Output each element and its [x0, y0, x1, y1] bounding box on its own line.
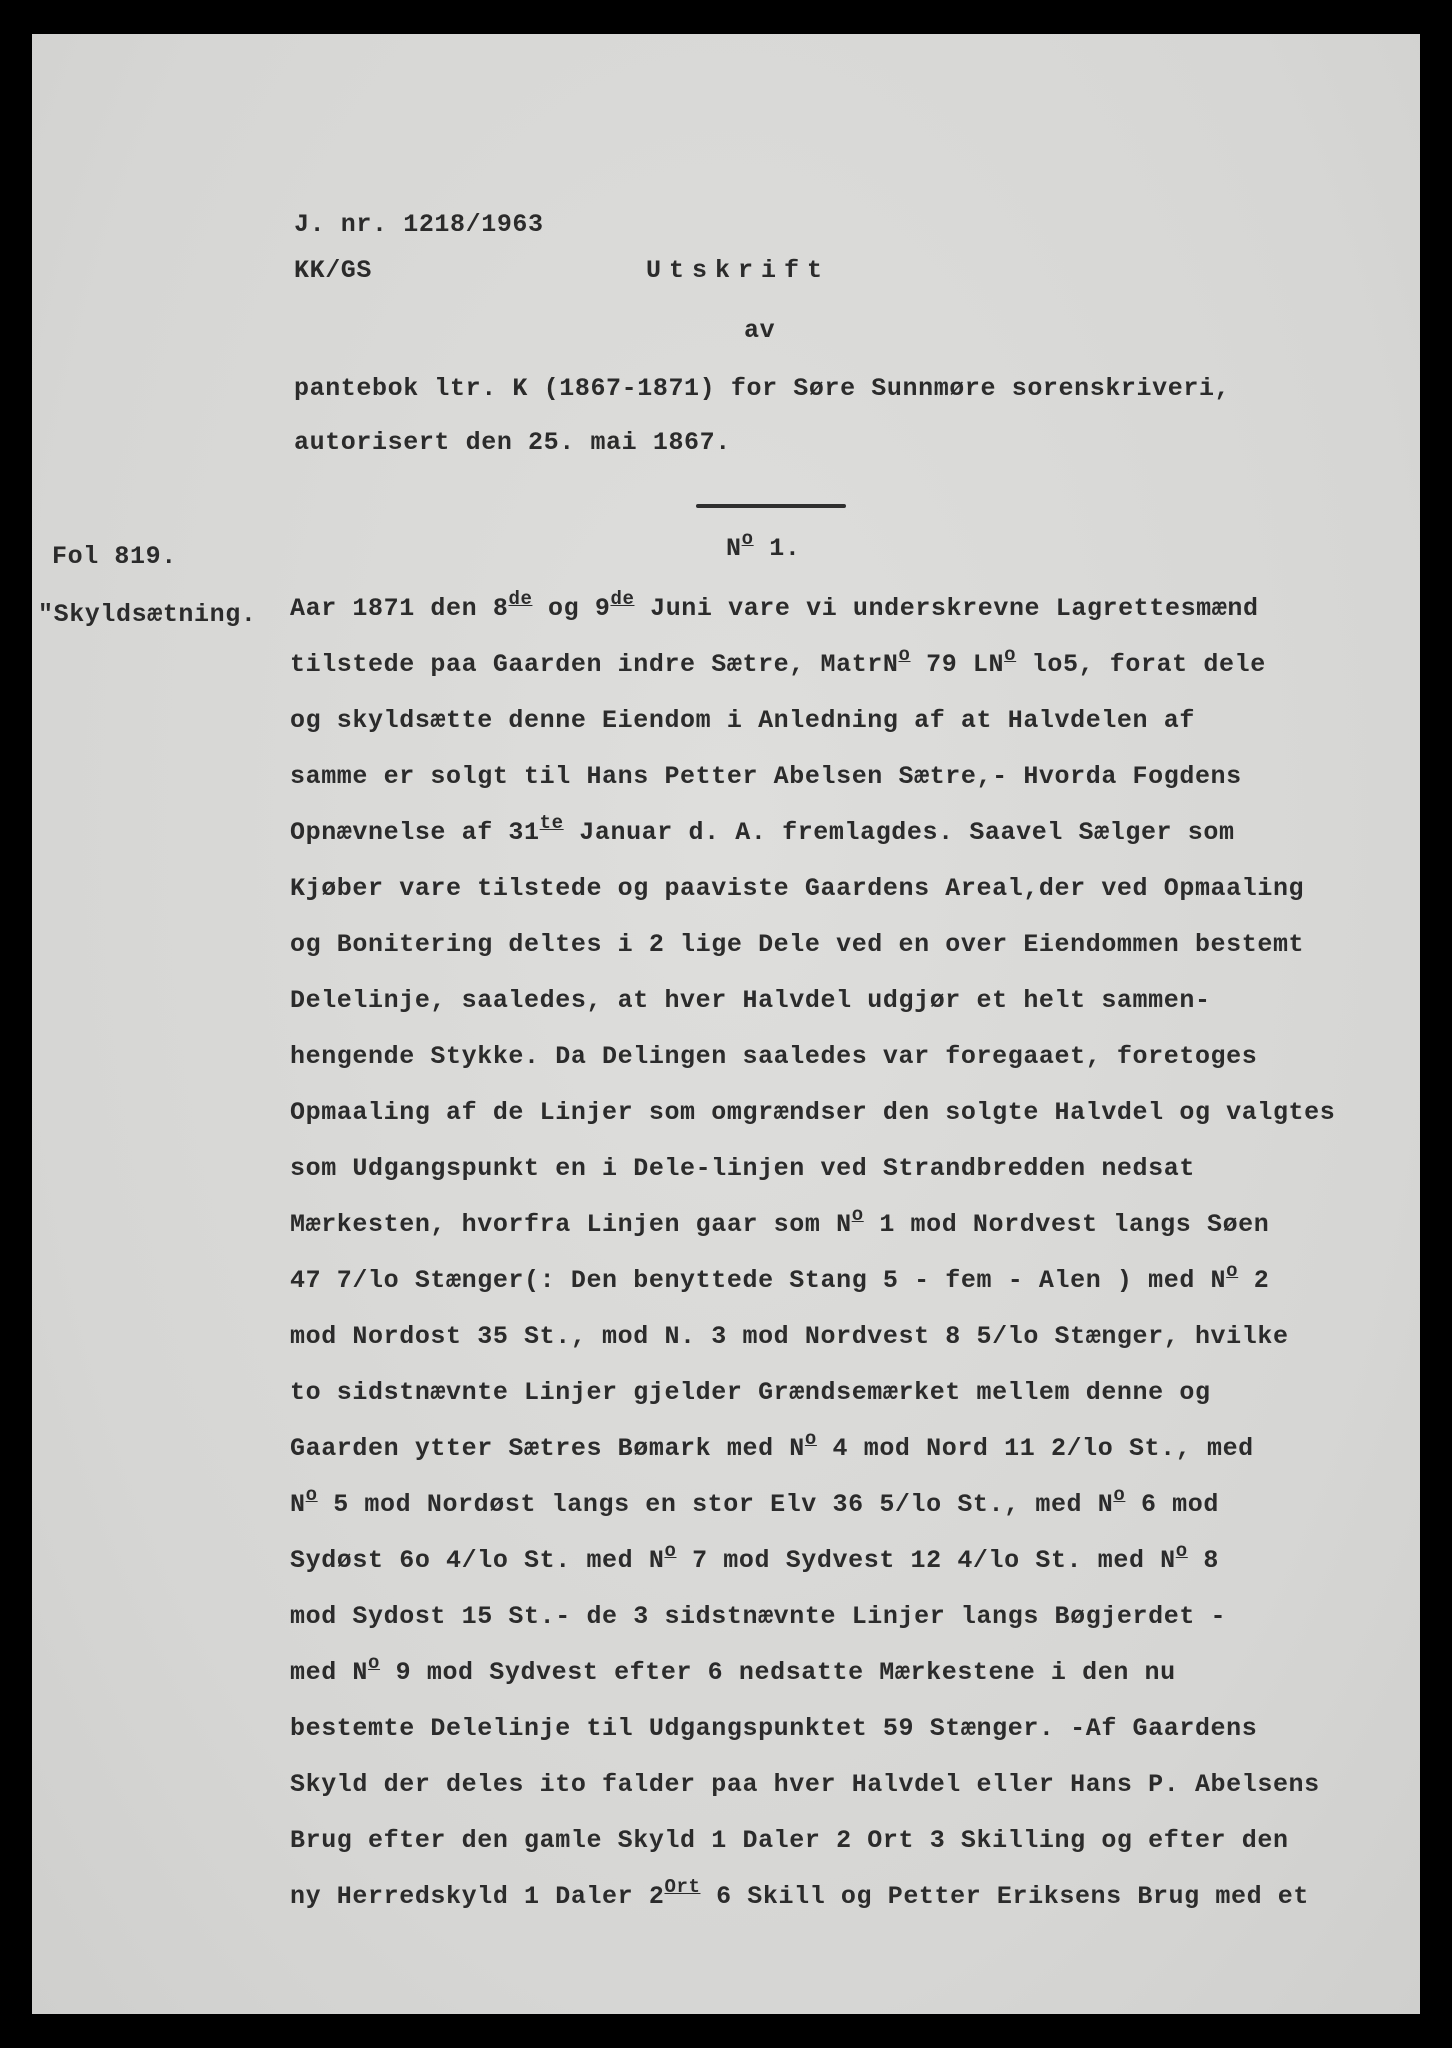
journal-number: J. nr. 1218/1963: [294, 210, 544, 239]
superscript: Ort: [664, 1876, 701, 1898]
body-line-19: mod Sydost 15 St.- de 3 sidstnævnte Linjer langs Bøgjerdet -: [290, 1602, 1227, 1631]
superscript: de: [508, 588, 533, 610]
superscript: o: [305, 1484, 318, 1506]
text-segment: 7 mod Sydvest 12 4/lo St. med N: [676, 1546, 1176, 1575]
body-line-21: bestemte Delelinje til Udgangspunktet 59 Stænger. -Af Gaardens: [290, 1714, 1258, 1743]
text-segment: 1 mod Nordvest langs Søen: [863, 1210, 1270, 1239]
text-segment: 6 mod: [1125, 1490, 1219, 1519]
text-segment: 47 7/lo Stænger(: Den benyttede Stang 5 - fem - Alen ) med N: [290, 1266, 1227, 1295]
superscript: o: [1226, 1260, 1239, 1282]
margin-subject: "Skyldsætning.: [38, 600, 257, 629]
text-segment: Mærkesten, hvorfra Linjen gaar som N: [290, 1210, 852, 1239]
superscript: te: [539, 812, 564, 834]
body-line-17: [290, 1484, 1219, 1519]
text-segment: tilstede paa Gaarden indre Sætre, MatrN: [290, 650, 899, 679]
body-line-22: Skyld der deles ito falder paa hver Halvdel eller Hans P. Abelsens: [290, 1770, 1320, 1799]
text-segment: Opnævnelse af 31: [290, 818, 540, 847]
document-page: [32, 34, 1420, 2014]
superscript: o: [368, 1652, 381, 1674]
body-line-6: Kjøber vare tilstede og paaviste Gaardens Areal,der ved Opmaaling: [290, 874, 1305, 903]
text-segment: Sydøst 6o 4/lo St. med N: [290, 1546, 665, 1575]
superscript: o: [1175, 1540, 1188, 1562]
body-line-11: som Udgangspunkt en i Dele-linjen ved Strandbredden nedsat: [290, 1154, 1195, 1183]
text-segment: 4 mod Nord 11 2/lo St., med: [816, 1434, 1254, 1463]
text-segment: 5 mod Nordøst langs en stor Elv 36 5/lo St., med N: [317, 1490, 1114, 1519]
entry-number-sup: o: [741, 528, 754, 550]
text-segment: 9 mod Sydvest efter 6 nedsatte Mærkestene i den nu: [380, 1658, 1176, 1687]
body-line-14: mod Nordost 35 St., mod N. 3 mod Nordvest 8 5/lo Stænger, hvilke: [290, 1322, 1289, 1351]
entry-number: [726, 528, 801, 563]
text-segment: ny Herredskyld 1 Daler 2: [290, 1882, 665, 1911]
text-segment: og 9: [532, 594, 611, 623]
text-segment: Aar 1871 den 8: [290, 594, 509, 623]
text-segment: lo5, forat dele: [1016, 650, 1266, 679]
body-line-4: samme er solgt til Hans Petter Abelsen Sætre,- Hvorda Fogdens: [290, 762, 1242, 791]
body-line-3: og skyldsætte denne Eiendom i Anledning af at Halvdelen af: [290, 706, 1195, 735]
title-av: av: [744, 316, 776, 345]
superscript: o: [804, 1428, 817, 1450]
text-segment: Gaarden ytter Sætres Bømark med N: [290, 1434, 805, 1463]
margin-folio: Fol 819.: [52, 542, 177, 571]
section-divider: [696, 504, 846, 508]
text-segment: 8: [1187, 1546, 1219, 1575]
superscript: o: [898, 644, 911, 666]
body-line-7: og Bonitering deltes i 2 lige Dele ved en over Eiendommen bestemt: [290, 930, 1305, 959]
text-segment: Januar d. A. fremlagdes. Saavel Sælger som: [563, 818, 1235, 847]
document-title: Utskrift: [646, 256, 831, 285]
initials: KK/GS: [294, 256, 373, 285]
body-line-12: [290, 1204, 1270, 1239]
text-segment: 6 Skill og Petter Eriksens Brug med et: [700, 1882, 1309, 1911]
superscript: o: [1004, 644, 1017, 666]
body-line-15: to sidstnævnte Linjer gjelder Grændsemærket mellem denne og: [290, 1378, 1211, 1407]
body-line-13: [290, 1260, 1270, 1295]
body-line-9: hengende Stykke. Da Delingen saaledes var foregaaet, foretoges: [290, 1042, 1258, 1071]
body-line-2: [290, 644, 1266, 679]
source-line-2: autorisert den 25. mai 1867.: [294, 428, 731, 457]
body-line-24: [290, 1876, 1309, 1911]
text-segment: Juni vare vi underskrevne Lagrettesmænd: [634, 594, 1259, 623]
body-line-5: [290, 812, 1235, 847]
superscript: o: [1113, 1484, 1126, 1506]
body-line-23: Brug efter den gamle Skyld 1 Daler 2 Ort 3 Skilling og efter den: [290, 1826, 1289, 1855]
body-line-10: Opmaaling af de Linjer som omgrændser den solgte Halvdel og valgtes: [290, 1098, 1336, 1127]
entry-number-prefix: N: [726, 534, 742, 563]
source-line-1: pantebok ltr. K (1867-1871) for Søre Sunnmøre sorenskriveri,: [294, 374, 1231, 403]
body-line-8: Delelinje, saaledes, at hver Halvdel udgjør et helt sammen-: [290, 986, 1211, 1015]
body-line-18: [290, 1540, 1219, 1575]
body-line-20: [290, 1652, 1176, 1687]
text-segment: N: [290, 1490, 306, 1519]
body-line-1: [290, 588, 1259, 623]
superscript: o: [664, 1540, 677, 1562]
text-segment: 79 LN: [910, 650, 1005, 679]
superscript: o: [851, 1204, 864, 1226]
superscript: de: [610, 588, 635, 610]
text-segment: med N: [290, 1658, 369, 1687]
entry-number-value: 1.: [769, 534, 801, 563]
text-segment: 2: [1238, 1266, 1270, 1295]
body-line-16: [290, 1428, 1254, 1463]
